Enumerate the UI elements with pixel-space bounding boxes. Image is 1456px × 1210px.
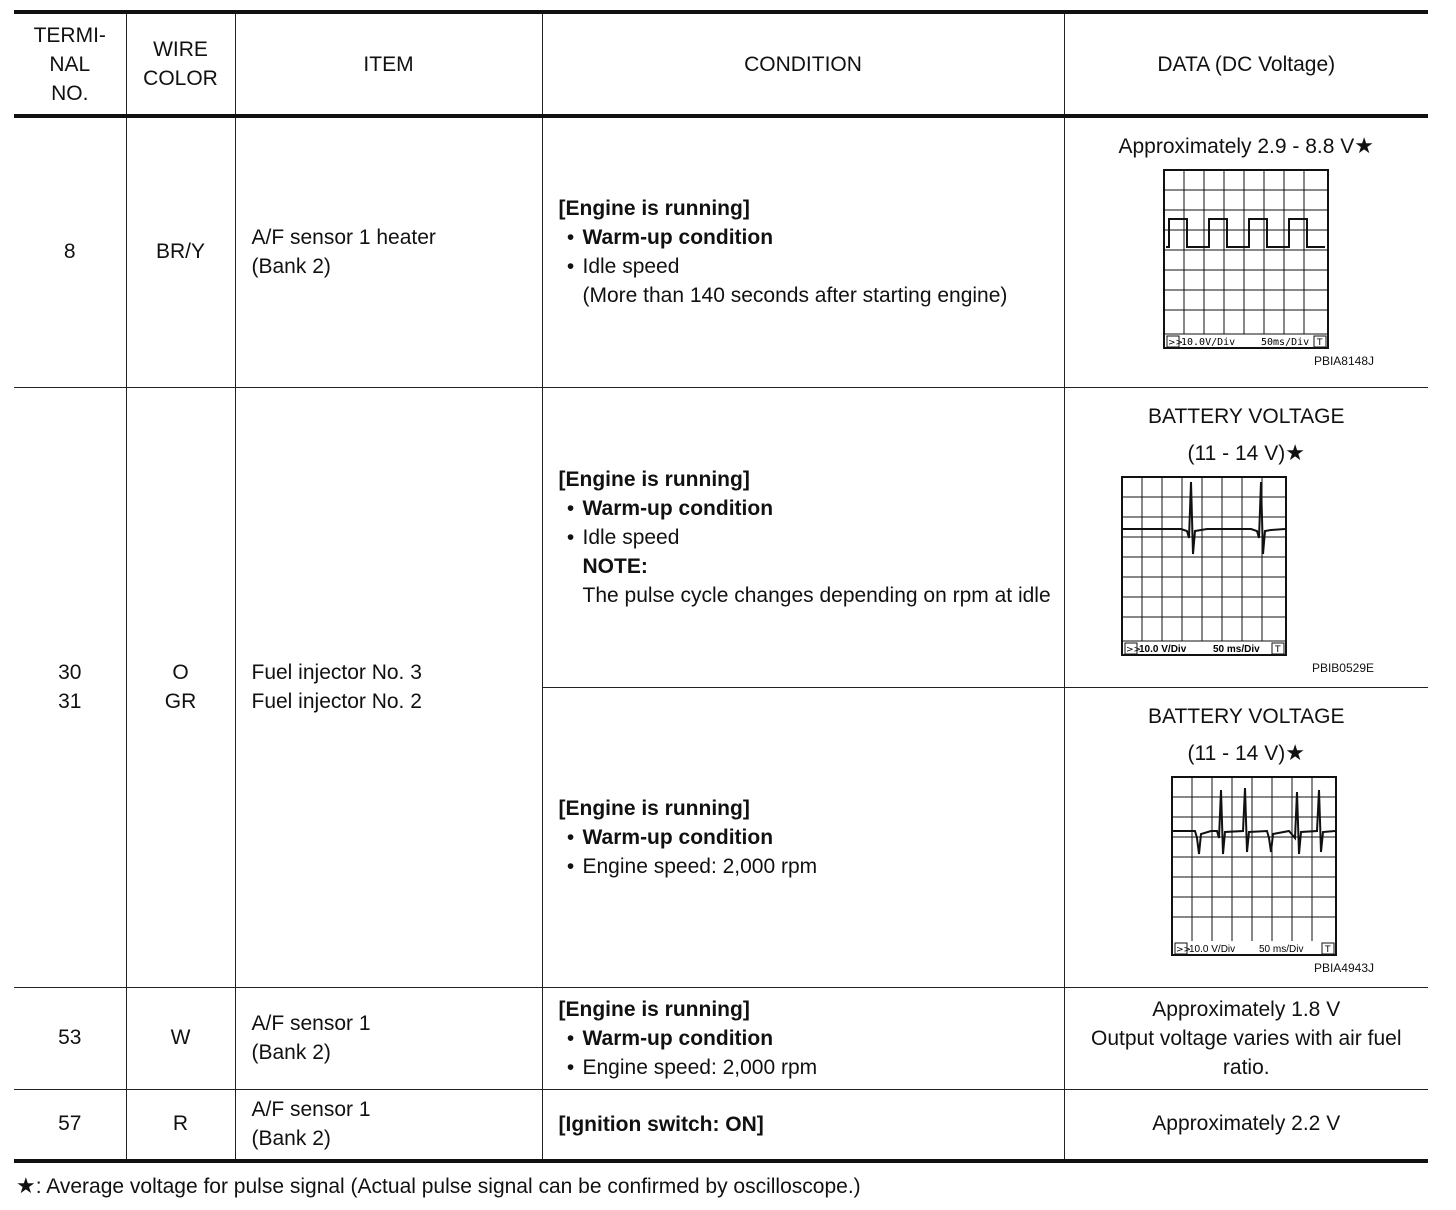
condition-heading: [Engine is running] <box>558 997 750 1021</box>
condition-cell <box>542 387 1064 687</box>
condition-bullet <box>559 1053 1056 1082</box>
terminal-no: 8 <box>14 116 126 387</box>
condition-subtext: (More than 140 seconds after starting engine) <box>582 284 1008 308</box>
data-value-text: (11 - 14 V) <box>1187 441 1286 465</box>
scope-time-label: 50 ms/Div <box>1258 943 1303 955</box>
data-cell <box>1064 1089 1428 1161</box>
condition-bullet-text: Warm-up condition <box>582 226 774 250</box>
data-value: BATTERY VOLTAGE <box>1148 404 1345 428</box>
condition-bullet <box>559 494 1056 523</box>
condition-cell <box>542 1089 1064 1161</box>
condition-bullet <box>559 1024 1056 1053</box>
condition-bullet-text: Warm-up condition <box>582 496 774 520</box>
star-icon: ★ <box>1354 132 1374 158</box>
data-cell <box>1064 116 1428 387</box>
data-value: Approximately 1.8 V <box>1152 997 1341 1021</box>
bullet-icon: • <box>566 1026 575 1050</box>
star-icon: ★ <box>16 1173 36 1198</box>
scope-time-label: 50 ms/Div <box>1212 643 1260 655</box>
condition-cell <box>542 116 1064 387</box>
data-value: Approximately 2.2 V <box>1152 1112 1341 1136</box>
figure-code: PBIA8148J <box>1313 353 1374 368</box>
wire-color: O GR <box>126 387 235 987</box>
footnote-text: : Average voltage for pulse signal (Actual pulse signal can be confirmed by oscilloscope.) <box>35 1175 861 1198</box>
data-cell <box>1064 687 1428 987</box>
condition-cell <box>542 987 1064 1089</box>
item-text: A/F sensor 1 heater (Bank 2) <box>235 116 542 387</box>
scope-trigger-icon: T <box>1317 337 1323 348</box>
condition-bullet <box>559 852 1056 881</box>
data-value <box>1073 735 1421 772</box>
bullet-icon: • <box>566 825 575 849</box>
scope-arrow-icon: >> <box>1168 337 1184 348</box>
scope-volt-label: 10.0 V/Div <box>1138 643 1186 655</box>
wire-color: BR/Y <box>126 116 235 387</box>
condition-heading: [Engine is running] <box>558 467 750 491</box>
condition-bullet-text: Idle speed <box>582 255 680 279</box>
condition-bullet-text: Idle speed <box>582 525 680 549</box>
header-row <box>14 12 1428 116</box>
bullet-icon: • <box>566 496 575 520</box>
data-value: BATTERY VOLTAGE <box>1148 704 1345 728</box>
item-text: A/F sensor 1 (Bank 2) <box>235 987 542 1089</box>
table-row <box>14 387 1428 687</box>
condition-bullet <box>559 823 1056 852</box>
scope-time-label: 50ms/Div <box>1261 336 1310 348</box>
scope-trigger-icon: T <box>1274 644 1280 655</box>
condition-cell <box>542 687 1064 987</box>
star-icon: ★ <box>1285 439 1305 465</box>
scope-arrow-icon: >> <box>1175 944 1191 955</box>
scope-volt-label: 10.0V/Div <box>1181 336 1236 348</box>
condition-bullet-text: Warm-up condition <box>582 825 774 849</box>
oscilloscope-waveform-injector-2000rpm <box>1171 776 1337 960</box>
terminal-no: 30 31 <box>14 387 126 987</box>
header-wire-color: WIRE COLOR <box>126 12 235 116</box>
bullet-icon: • <box>566 255 575 279</box>
condition-bullet-text: Engine speed: 2,000 rpm <box>582 1055 818 1079</box>
condition-bullet <box>559 252 1056 281</box>
condition-bullet-text: Engine speed: 2,000 rpm <box>582 854 818 878</box>
figure-code: PBIB0529E <box>1311 660 1374 675</box>
bullet-icon: • <box>566 525 575 549</box>
data-value: Output voltage varies with air fuel ratio. <box>1091 1026 1402 1079</box>
scope-arrow-icon: >> <box>1125 644 1141 655</box>
condition-heading: [Engine is running] <box>558 796 750 820</box>
bullet-icon: • <box>566 226 575 250</box>
bullet-icon: • <box>566 1055 575 1079</box>
header-data: DATA (DC Voltage) <box>1064 12 1428 116</box>
bullet-icon: • <box>566 854 575 878</box>
wire-color: W <box>126 987 235 1089</box>
table-row <box>14 1089 1428 1161</box>
star-icon: ★ <box>1285 739 1305 765</box>
condition-heading: [Engine is running] <box>558 197 750 221</box>
note-label: NOTE: <box>582 554 648 578</box>
data-value <box>1073 435 1421 472</box>
condition-heading: [Ignition switch: ON] <box>558 1112 764 1136</box>
header-item: ITEM <box>235 12 542 116</box>
table-row <box>14 987 1428 1089</box>
data-cell <box>1064 387 1428 687</box>
scope-trigger-icon: T <box>1324 944 1330 955</box>
wire-color: R <box>126 1089 235 1161</box>
condition-bullet <box>559 223 1056 252</box>
oscilloscope-waveform-injector-idle <box>1121 476 1287 660</box>
item-text: A/F sensor 1 (Bank 2) <box>235 1089 542 1161</box>
item-text: Fuel injector No. 3 Fuel injector No. 2 <box>235 387 542 987</box>
table-row <box>14 116 1428 387</box>
terminal-spec-table <box>14 10 1428 1163</box>
terminal-no: 53 <box>14 987 126 1089</box>
scope-volt-label: 10.0 V/Div <box>1188 943 1235 955</box>
data-value <box>1073 128 1421 165</box>
data-cell <box>1064 987 1428 1089</box>
figure-code: PBIA4943J <box>1313 960 1374 975</box>
data-value-text: (11 - 14 V) <box>1187 741 1286 765</box>
header-terminal: TERMI- NAL NO. <box>14 12 126 116</box>
oscilloscope-waveform-square <box>1163 169 1329 353</box>
footnote <box>16 1172 861 1201</box>
terminal-no: 57 <box>14 1089 126 1161</box>
condition-bullet-text: Warm-up condition <box>582 1026 774 1050</box>
condition-bullet <box>559 523 1056 552</box>
header-condition: CONDITION <box>542 12 1064 116</box>
data-value-text: Approximately 2.9 - 8.8 V <box>1118 134 1355 158</box>
note-text: The pulse cycle changes depending on rpm at idle <box>582 583 1051 607</box>
